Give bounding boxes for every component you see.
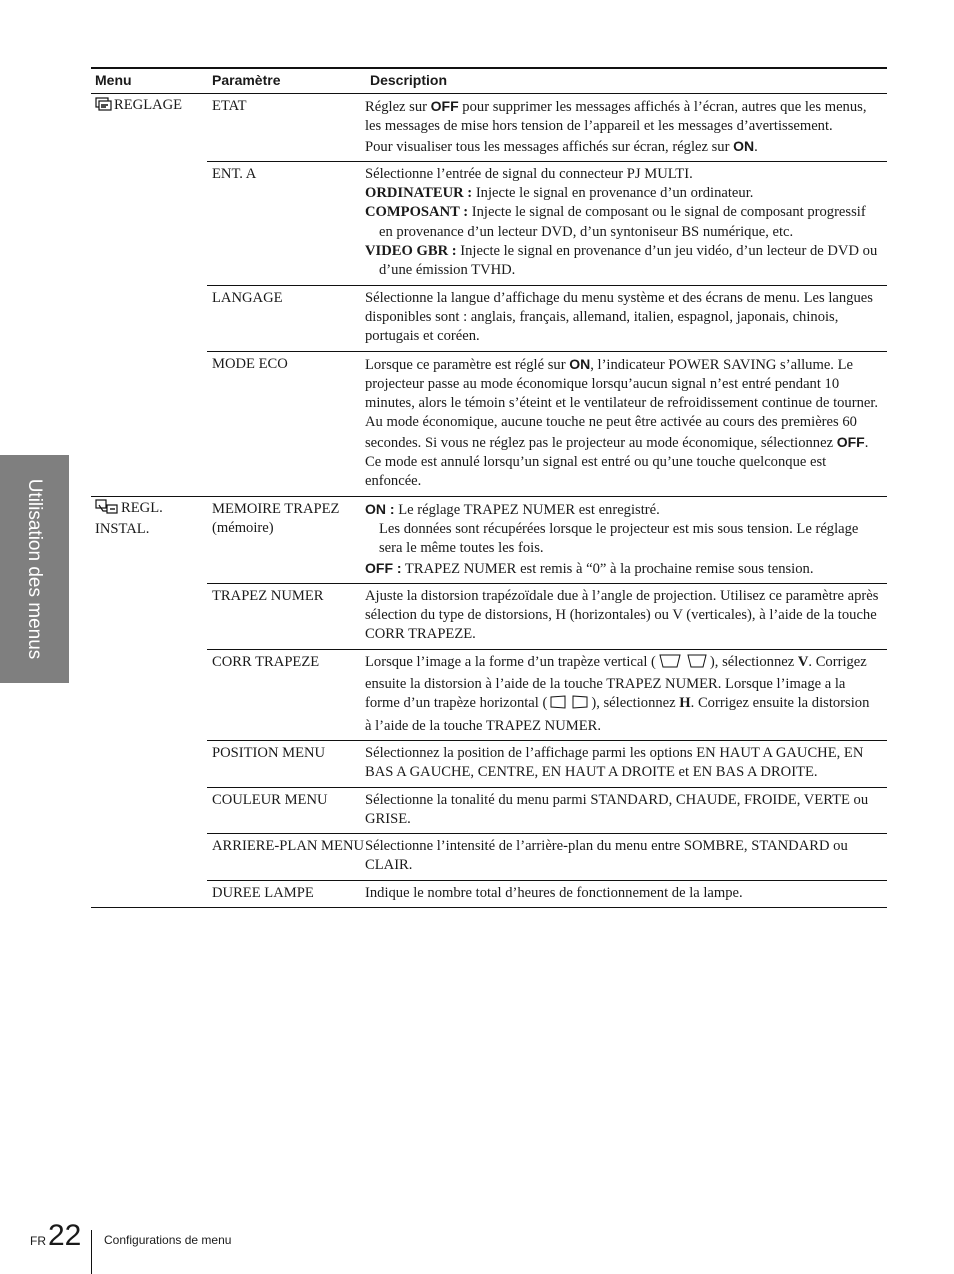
- param-trapez-numer: TRAPEZ NUMER: [212, 587, 324, 604]
- group-reglage: [91, 94, 887, 497]
- table-row-mode-eco: [207, 352, 887, 496]
- footer-divider: [91, 1230, 92, 1274]
- param-arriere-plan: ARRIERE-PLAN MENU: [212, 838, 365, 855]
- param-ent-a: ENT. A: [212, 165, 257, 182]
- menu-label-reglage: REGLAGE: [95, 96, 207, 117]
- desc-arriere-plan: Sélectionne l’intensité de l’arrière-plan du menu entre SOMBRE, STANDARD ou CLAIR.: [365, 838, 848, 874]
- page-number: 22: [48, 1219, 82, 1252]
- table-row-couleur-menu: [207, 788, 887, 835]
- header-param: Paramètre: [212, 72, 281, 88]
- footer-language: FR: [30, 1234, 46, 1248]
- param-memoire-trapez: MEMOIRE TRAPEZ (mémoire): [212, 500, 340, 536]
- installation-icon: [95, 499, 119, 520]
- desc-couleur-menu: Sélectionne la tonalité du menu parmi STANDARD, CHAUDE, FROIDE, VERTE ou GRISE.: [365, 791, 869, 827]
- desc-etat: Réglez sur OFF pour supprimer les messages affichés à l’écran, autres que les menus, les messages de mise hors tension de l’appareil et les messages d’avertissement. Pour visualiser tous les messages affichés sur écran, réglez sur ON.: [365, 98, 867, 155]
- table-row-langage: [207, 286, 887, 352]
- table-row-duree-lampe: [207, 881, 887, 907]
- side-section-tab: [0, 455, 69, 683]
- settings-table: [91, 67, 887, 908]
- param-corr-trapeze: CORR TRAPEZE: [212, 653, 320, 670]
- side-section-title: Utilisation des menus: [24, 478, 45, 660]
- param-duree-lampe: DUREE LAMPE: [212, 884, 314, 901]
- settings-icon: [95, 96, 112, 117]
- horizontal-trapezoid-icon: [549, 694, 589, 716]
- table-header: [91, 69, 887, 94]
- table-row-etat: [207, 94, 887, 162]
- param-etat: ETAT: [212, 98, 247, 114]
- param-mode-eco: MODE ECO: [212, 355, 288, 372]
- footer-section-title: Configurations de menu: [104, 1233, 232, 1247]
- desc-position-menu: Sélectionnez la position de l’affichage parmi les options EN HAUT A GAUCHE, EN BAS A GAUCHE, CENTRE, EN HAUT A DROITE et EN BAS A DROITE.: [365, 744, 864, 781]
- header-menu: Menu: [95, 72, 132, 88]
- param-langage: LANGAGE: [212, 289, 283, 306]
- vertical-trapezoid-icon: [658, 653, 708, 675]
- table-row-trapez-numer: [207, 584, 887, 650]
- table-row-corr-trapeze: [207, 650, 887, 741]
- param-couleur-menu: COULEUR MENU: [212, 791, 328, 808]
- table-row-ent-a: [207, 162, 887, 286]
- table-row-memoire-trapez: [207, 497, 887, 584]
- header-desc: Description: [370, 72, 448, 88]
- param-position-menu: POSITION MENU: [212, 744, 326, 761]
- desc-mode-eco: Lorsque ce paramètre est réglé sur ON, l’indicateur POWER SAVING s’allume. Le projecteur passe au mode économique lorsqu’aucun signal n’est entré pendant 10 minutes, alors le témoin s’éteint et le ventilateur de refroidissement continue de tourner. Au mode économique, aucune touche ne peut être activée au cours des premières 60 secondes. Si vous ne réglez pas le projecteur au mode économique, sélectionnez OFF. Ce mode est annulé lorsqu’un signal est entré ou qu’une touche quelconque est enfoncée.: [365, 355, 879, 490]
- table-row-position-menu: [207, 741, 887, 788]
- desc-memoire-trapez: ON : Le réglage TRAPEZ NUMER est enregistré. Les données sont récupérées lorsque le projecteur est mis sous tension. Le réglage sera le même toutes les fois. OFF : TRAPEZ NUMER est remis à “0” à la prochaine remise sous tension.: [365, 500, 859, 577]
- desc-ent-a: Sélectionne l’entrée de signal du connecteur PJ MULTI. ORDINATEUR : Injecte le signal en provenance d’un ordinateur. COMPOSANT : Injecte le signal de composant ou le signal de composant progressif en provenance d’un lecteur DVD, d’un syntoniseur BS numérique, etc. VIDEO GBR : Injecte le signal en provenance d’un jeu vidéo, d’un lecteur de DVD ou d’une émission TVHD.: [365, 165, 878, 279]
- desc-trapez-numer: Ajuste la distorsion trapézoïdale due à l’angle de projection. Utilisez ce paramètre après sélection du type de distorsions, H (horizontales) ou V (verticales), à l’aide de la touche CORR TRAPEZE.: [365, 587, 879, 643]
- desc-corr-trapeze: Lorsque l’image a la forme d’un trapèze vertical ( ), sélectionnez V. Corrigez ensuite la distorsion à l’aide de la touche TRAPEZ NUMER. Lorsque l’image a la forme d’un trapèze horizontal ( ), sélectionnez H. Corrigez ensuite la distorsion à l’aide de la touche TRAPEZ NUMER.: [365, 653, 870, 734]
- menu-label-regl-instal: REGL. INSTAL.: [95, 499, 163, 537]
- desc-duree-lampe: Indique le nombre total d’heures de fonctionnement de la lampe.: [365, 884, 743, 901]
- group-regl-instal: [91, 497, 887, 908]
- table-row-arriere-plan: [207, 834, 887, 881]
- desc-langage: Sélectionne la langue d’affichage du menu système et des écrans de menu. Les langues disponibles sont : anglais, français, allemand, italien, espagnol, japonais, chinois, portugais et coréen.: [365, 289, 873, 345]
